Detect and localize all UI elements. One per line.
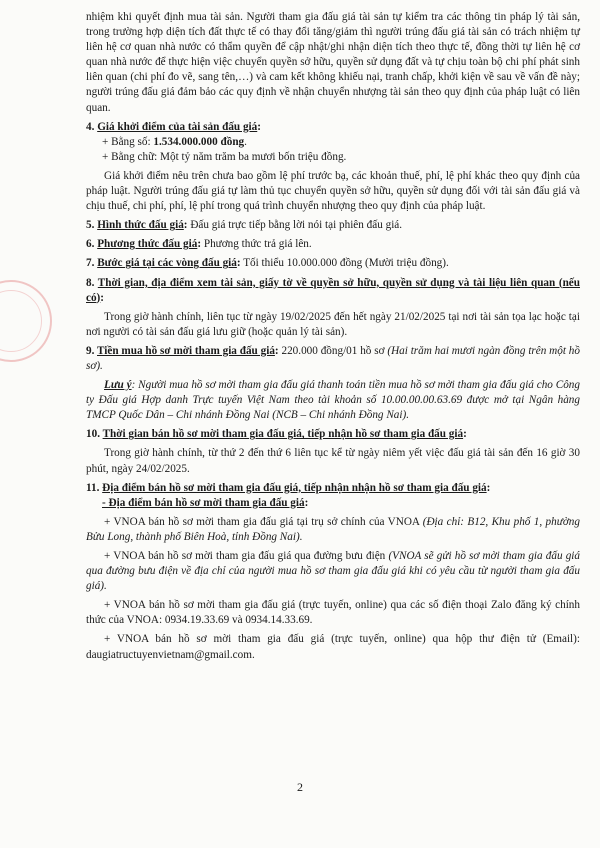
section-4-heading: 4. Giá khởi điểm của tài sản đấu giá: — [86, 120, 261, 133]
sale-location-email: + VNOA bán hồ sơ mời tham gia đấu giá (trực tuyến, online) qua hộp thư điện tử (Email): daugiatructuyenvietnam@gmail.com. — [86, 633, 580, 661]
payment-note: Lưu ý: Người mua hồ sơ mời tham gia đấu giá thanh toán tiền mua hồ sơ mời tham gia đấu giá cho Công ty Đấu giá Hợp danh Trực tuyến Việt Nam theo tài khoản số 10.00.00.00.63.69 được mở tại Ngân hàng TMCP Quốc Dân – Chi nhánh Đồng Nai (NCB – Chi nhánh Đồng Nai). — [86, 379, 580, 422]
section-10-text: Trong giờ hành chính, từ thứ 2 đến thứ 6 liên tục kể từ ngày niêm yết việc đấu giá tài sản đến 16 giờ 30 phút, ngày 24/02/2025. — [86, 447, 580, 475]
sale-location-post: + VNOA bán hồ sơ mời tham gia đấu giá qua đường bưu điện (VNOA sẽ gửi hồ sơ mời tham gia đấu giá qua đường bưu điện về địa chỉ của người mua hồ sơ tham gia đấu giá khi có yêu cầu từ người tham gia đấu giá). — [86, 550, 580, 593]
section-11-subheading: - Địa điểm bán hồ sơ mời tham gia đấu giá: — [102, 496, 309, 509]
section-5: 5. Hình thức đấu giá: Đấu giá trực tiếp bằng lời nói tại phiên đấu giá. — [86, 219, 403, 232]
section-9: 9. Tiền mua hồ sơ mời tham gia đấu giá: 220.000 đồng/01 hồ sơ (Hai trăm hai mươi ngàn đồng trên một hồ sơ). — [86, 344, 580, 372]
starting-price-number: + Bằng số: 1.534.000.000 đồng. — [102, 135, 247, 148]
document-body — [86, 10, 580, 663]
sale-location-office: + VNOA bán hồ sơ mời tham gia đấu giá tại trụ sở chính của VNOA (Địa chỉ: B12, Khu phố 1, phường Bửu Long, thành phố Biên Hoà, tỉnh Đồng Nai). — [86, 515, 580, 543]
section-7: 7. Bước giá tại các vòng đấu giá: Tối thiểu 10.000.000 đồng (Mười triệu đồng). — [86, 257, 449, 270]
section-10-heading: 10. Thời gian bán hồ sơ mời tham gia đấu giá, tiếp nhận hồ sơ tham gia đấu giá: — [86, 428, 467, 441]
section-8-heading: 8. Thời gian, địa điểm xem tài sản, giấy tờ về quyền sở hữu, quyền sử dụng và tài liệu liên quan (nếu có): — [86, 276, 580, 304]
section-11-heading: 11. Địa điểm bán hồ sơ mời tham gia đấu giá, tiếp nhận nhận hồ sơ tham gia đấu giá: — [86, 481, 491, 494]
starting-price-words: + Bằng chữ: Một tỷ năm trăm ba mươi bốn triệu đồng. — [102, 150, 347, 163]
section-8-text: Trong giờ hành chính, liên tục từ ngày 19/02/2025 đến hết ngày 21/02/2025 tại nơi tài sản tọa lạc hoặc tại nơi người có tài sản đấu giá lưu giữ (hoặc quản lý tài sản). — [86, 310, 580, 338]
section-6: 6. Phương thức đấu giá: Phương thức trả giá lên. — [86, 238, 312, 251]
red-seal-stamp — [0, 280, 52, 362]
sale-location-zalo: + VNOA bán hồ sơ mời tham gia đấu giá (trực tuyến, online) qua các số điện thoại Zalo đăng ký chính thức của VNOA: 0934.19.33.69 và 0934.14.33.69. — [86, 599, 580, 627]
starting-price-note: Giá khởi điểm nêu trên chưa bao gồm lệ phí trước bạ, các khoản thuế, phí, lệ phí khác theo quy định của pháp luật. Người trúng đấu giá tự làm thủ tục chuyển quyền sở hữu, quyền sử dụng đối với tài sản đấu giá và chịu thuế, chi phí, phí, lệ phí trong quá trình chuyển nhượng theo quy định của pháp luật. — [86, 169, 580, 213]
intro-paragraph: nhiệm khi quyết định mua tài sản. Người tham gia đấu giá tài sản tự kiểm tra các thông tin pháp lý tài sản, trong trường hợp diện tích đất thực tế có thay đổi tăng/giảm thì người trúng đấu giá tài sản có trách nhiệm tự liên hệ cơ quan nhà nước có thẩm quyền để cập nhật/ghi nhận diện tích theo thực tế, đồng thời tự liên hệ cơ quan nhà nước để thực hiện việc chuyển quyền sở hữu, quyền sử dụng đất và tự chịu toàn bộ chi phí phát sinh liên quan (chi phí đo vẽ, sang tên,…) và cam kết không khiếu nại, tranh chấp, khởi kiện về sau về vấn đề này; người trúng đấu giá đảm bảo các quy định về nhận chuyển nhượng tài sản theo quy định của pháp luật có liên quan. — [86, 11, 580, 114]
page-number: 2 — [297, 780, 303, 794]
